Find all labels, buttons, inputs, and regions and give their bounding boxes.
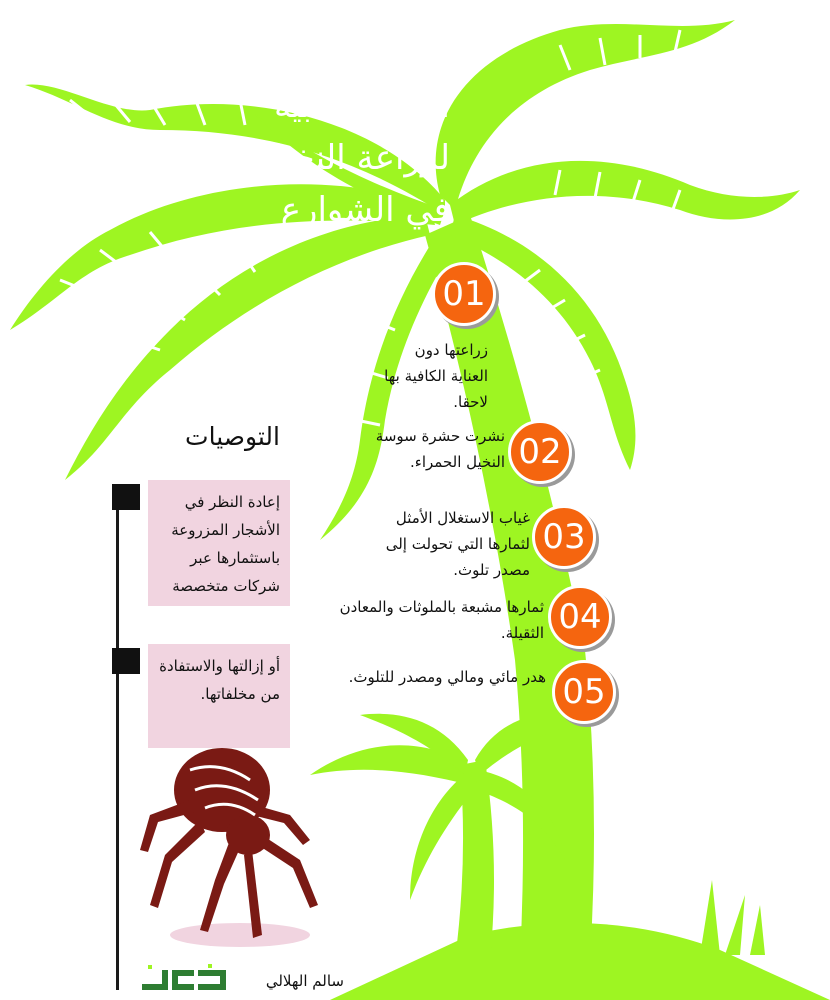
recommendation-marker-1 bbox=[112, 484, 140, 510]
recommendations-timeline bbox=[116, 490, 119, 990]
title-line-2: لزراعة النخيل bbox=[257, 138, 450, 178]
effect-text-3: غياب الاستغلال الأمثل لثمارها التي تحولت إلى مصدر تلوث. bbox=[385, 509, 530, 579]
recommendation-box-1: إعادة النظر في الأشجار المزروعة باستثمارها عبر شركات متخصصة bbox=[148, 480, 290, 606]
recommendation-marker-2 bbox=[112, 648, 140, 674]
effect-text-5: هدر مائي ومالي ومصدر للتلوث. bbox=[348, 668, 546, 686]
effect-badge-4: 04 bbox=[548, 585, 612, 649]
grass-icon bbox=[700, 880, 765, 955]
infographic-title bbox=[250, 80, 450, 236]
okaz-logo-icon bbox=[138, 962, 230, 992]
red-palm-weevil-icon bbox=[140, 748, 318, 947]
author-credit: سالم الهلالي bbox=[265, 972, 344, 990]
effect-badge-5: 05 bbox=[552, 660, 616, 724]
effect-text-1: زراعتها دون العناية الكافية بها لاحقا. bbox=[384, 341, 488, 411]
title-line-3: في الشوارع bbox=[280, 190, 450, 230]
effect-badge-3: 03 bbox=[532, 505, 596, 569]
recommendations-heading: التوصيات bbox=[185, 422, 280, 451]
recommendation-box-2: أو إزالتها والاستفادة من مخلفاتها. bbox=[148, 644, 290, 748]
effect-text-4: ثمارها مشبعة بالملوثات والمعادن الثقيلة. bbox=[339, 598, 544, 642]
title-line-1: الآثار السلبية bbox=[273, 86, 450, 126]
effect-text-2: نشرت حشرة سوسة النخيل الحمراء. bbox=[375, 427, 505, 471]
effect-badge-1: 01 bbox=[432, 262, 496, 326]
effect-badge-2: 02 bbox=[508, 420, 572, 484]
